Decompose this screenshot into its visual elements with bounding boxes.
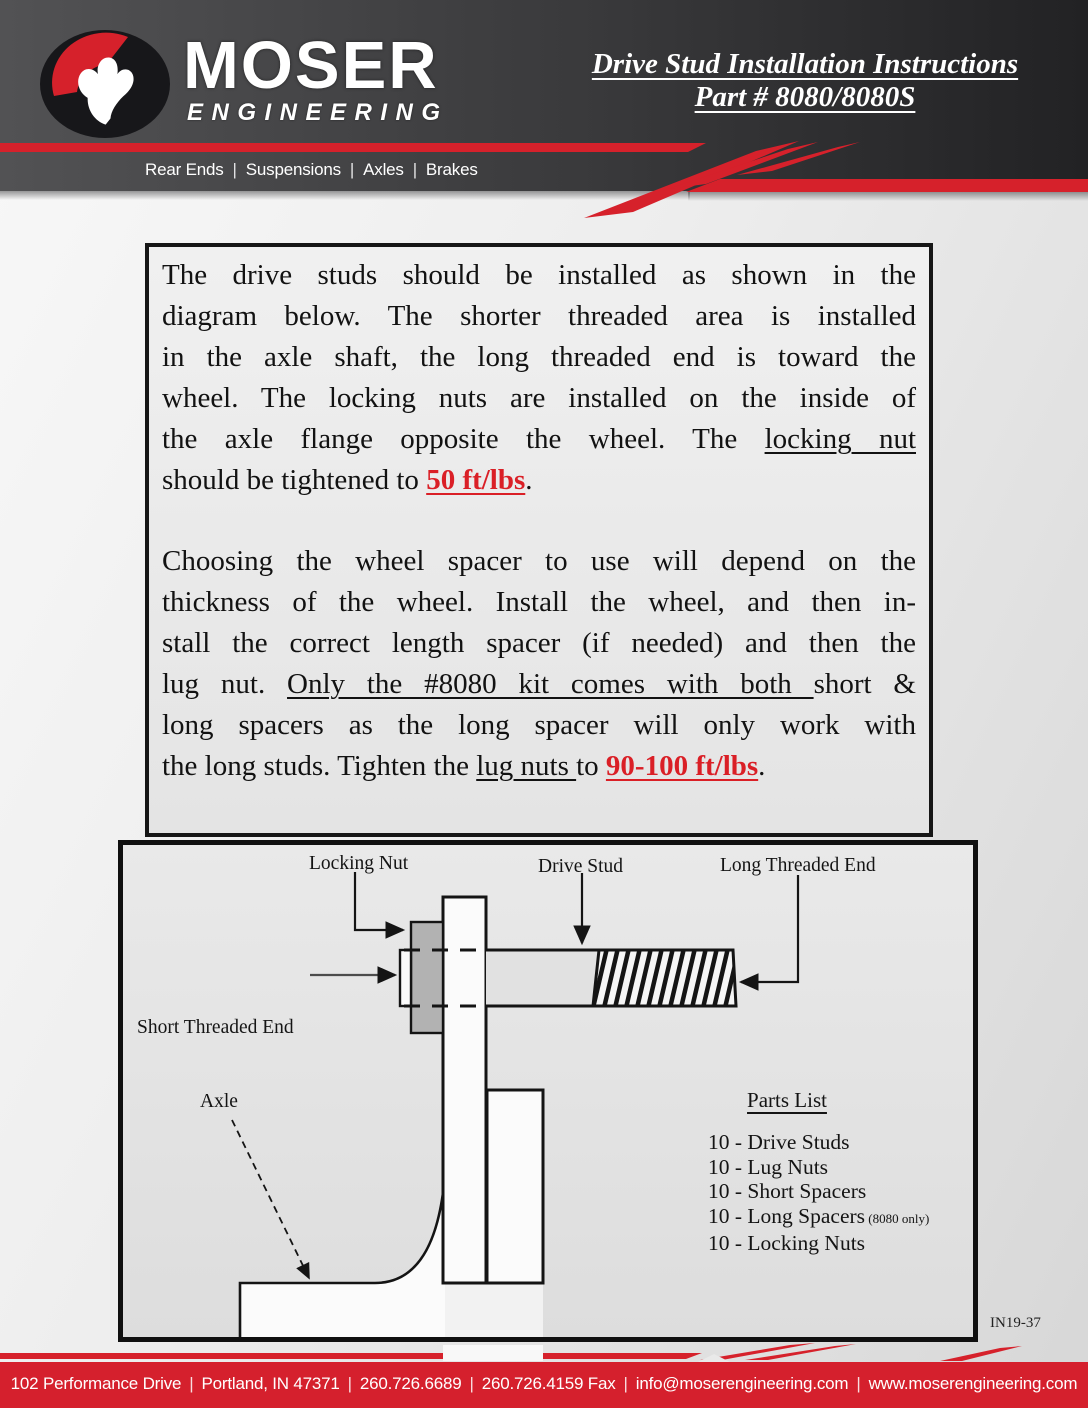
long-threaded-end-label: Long Threaded End [720, 855, 876, 876]
text-line [162, 746, 916, 787]
axle-leader-arrow [232, 1120, 309, 1278]
separator: | [347, 1374, 352, 1393]
short-threaded-end-label: Short Threaded End [137, 1017, 294, 1038]
wheel-shape [487, 1090, 543, 1283]
text-segment: stall the correct length spacer (if needed) and then the [162, 627, 916, 659]
paragraph-gap [162, 501, 916, 541]
text-segment: to [576, 750, 606, 782]
moser-logo-icon [38, 28, 172, 140]
locking-nut-shape [411, 922, 443, 1033]
text-segment: diagram below. The shorter threaded area is installed [162, 300, 916, 332]
separator: | [412, 160, 417, 179]
text-line [162, 296, 916, 337]
header-bottom-shadow-right [688, 192, 1088, 201]
footer-item: 260.726.6689 [359, 1374, 462, 1393]
parts-item-note: (8080 only) [865, 1210, 930, 1226]
text-line [162, 705, 916, 746]
footer-item: 102 Performance Drive [10, 1374, 182, 1393]
text-line [162, 582, 916, 623]
axle-label: Axle [200, 1091, 238, 1112]
separator: | [349, 160, 355, 179]
footer-red-stripe-mid [543, 1353, 702, 1359]
text-line [162, 664, 916, 705]
footer-item: Portland, IN 47371 [201, 1374, 340, 1393]
text-segment: lug nuts [476, 750, 577, 782]
text-segment: thickness of the wheel. Install the wheel, and then in- [162, 586, 916, 618]
document-title-line1: Drive Stud Installation Instructions [591, 48, 1019, 80]
text-segment: Only the #8080 kit comes with both [287, 668, 814, 700]
stud-short-end [400, 950, 411, 1006]
instructions-paragraph-2 [162, 541, 916, 787]
text-segment: the axle flange opposite the wheel. The [162, 423, 765, 455]
separator: | [232, 160, 237, 179]
text-line [162, 255, 916, 296]
separator: | [623, 1374, 628, 1393]
instructions-paragraph-1 [162, 255, 916, 501]
parts-list-items [682, 1130, 930, 1256]
header-nav [145, 160, 478, 180]
text-line [162, 541, 916, 582]
text-segment: 50 ft/lbs [426, 464, 526, 496]
brand-subtitle: ENGINEERING [187, 99, 449, 126]
header-red-stripe-right [686, 179, 1088, 192]
drive-stud-label: Drive Stud [538, 856, 624, 877]
text-segment: The drive studs should be installed as shown in the [162, 259, 916, 291]
parts-list-item: 10 - Drive Studs [708, 1130, 850, 1154]
parts-list [682, 1088, 930, 1256]
document-title-line2: Part # 8080/8080S [694, 81, 916, 113]
text-line [162, 460, 916, 501]
text-segment: 90-100 ft/lbs [605, 750, 759, 782]
document-number: IN19-37 [990, 1315, 1041, 1331]
parts-list-title: Parts List [747, 1088, 827, 1112]
parts-list-item: 10 - Long Spacers (8080 only) [708, 1203, 930, 1228]
text-segment: . [525, 464, 533, 496]
long-threaded-end-leader-arrow [741, 875, 798, 982]
footer-item: info@moserengineering.com [635, 1374, 849, 1393]
locking-nut-label: Locking Nut [309, 853, 409, 874]
text-line [162, 337, 916, 378]
text-segment: in the axle shaft, the long threaded end is toward the [162, 341, 916, 373]
nav-item: Brakes [425, 160, 478, 179]
axle-flange [443, 897, 486, 1283]
axle-shape [172, 1175, 445, 1337]
parts-list-item: 10 - Short Spacers [708, 1179, 867, 1204]
text-segment: lug nut. [162, 668, 288, 700]
parts-list-item: 10 - Locking Nuts [708, 1231, 866, 1256]
text-segment: should be tightened to [162, 464, 427, 496]
footer-item: www.moserengineering.com [868, 1374, 1078, 1393]
text-segment: short & [813, 668, 916, 700]
footer-item: 260.726.4159 Fax [481, 1374, 616, 1393]
text-segment: locking nut [764, 423, 916, 455]
text-segment: . [758, 750, 766, 782]
parts-list-item: 10 - Lug Nuts [708, 1154, 829, 1179]
separator: | [856, 1374, 861, 1393]
header-red-stripe-left [0, 143, 706, 152]
text-line [162, 378, 916, 419]
instructions-box [145, 243, 933, 837]
text-line [162, 623, 916, 664]
footer-contact-line [0, 1374, 1088, 1394]
text-segment: the long studs. Tighten the [162, 750, 477, 782]
nav-item: Suspensions [245, 160, 341, 179]
header-bottom-shadow-left [0, 191, 690, 200]
text-segment: Choosing the wheel spacer to use will depend on the [162, 545, 916, 577]
nav-item: Rear Ends [145, 160, 224, 179]
text-segment: wheel. The locking nuts are installed on the inside of [162, 382, 916, 414]
footer-lightning-icon [700, 1343, 1022, 1361]
text-line [162, 419, 916, 460]
text-segment: long spacers as the long spacer will only work with [162, 709, 916, 741]
nav-item: Axles [363, 160, 404, 179]
brand-name: MOSER [183, 28, 439, 103]
flange-bottom-highlight [443, 1283, 543, 1337]
locking-nut-leader-arrow [355, 872, 403, 930]
document-title [560, 48, 1050, 114]
separator: | [469, 1374, 474, 1393]
separator: | [189, 1374, 194, 1393]
footer-red-stripe-left [0, 1353, 443, 1359]
